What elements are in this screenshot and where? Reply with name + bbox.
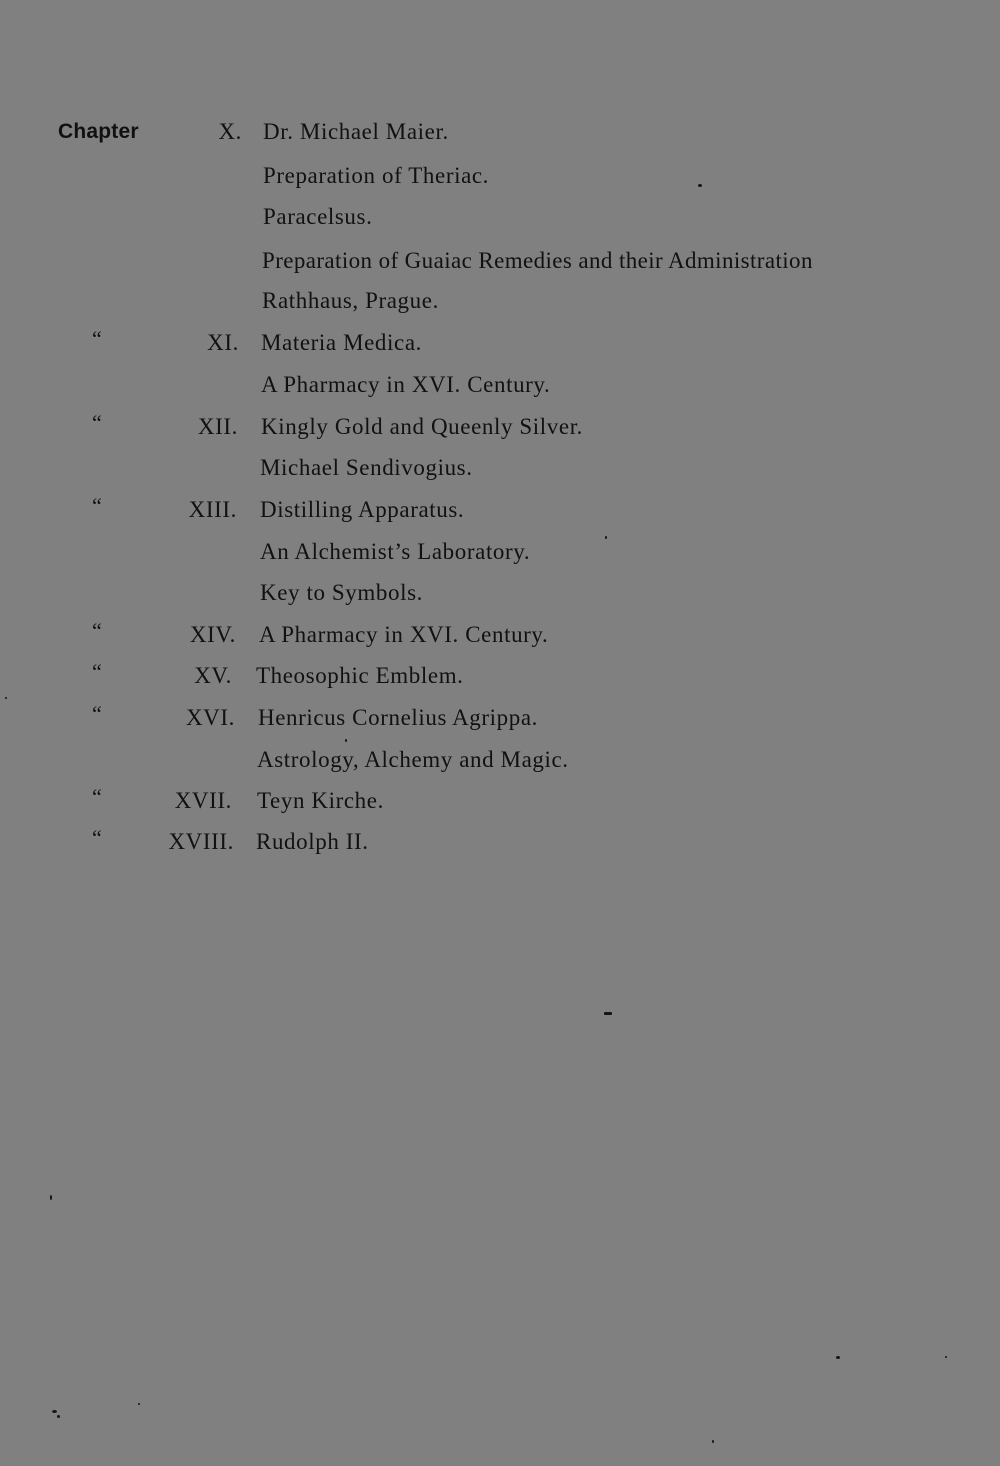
toc-entry	[0, 200, 1000, 234]
chapter-number: XVIII.	[168, 829, 234, 854]
chapter-number: XVII.	[174, 788, 232, 813]
ditto-mark: “	[92, 493, 103, 518]
toc-entry	[0, 825, 1000, 859]
scan-speck	[57, 1415, 60, 1418]
chapter-number: XII.	[197, 414, 238, 439]
ditto-mark: “	[92, 825, 103, 850]
toc-entry	[0, 326, 1000, 360]
toc-entry	[0, 115, 1000, 149]
toc-entry	[0, 576, 1000, 610]
ditto-mark: “	[92, 410, 103, 435]
scan-speck	[605, 536, 607, 539]
toc-entry	[0, 284, 1000, 318]
entry-title: Dr. Michael Maier.	[263, 119, 449, 144]
toc-entry	[0, 410, 1000, 444]
scan-speck	[5, 697, 7, 699]
chapter-number: XI.	[207, 330, 239, 355]
scan-speck	[604, 1012, 612, 1015]
toc-entry	[0, 159, 1000, 193]
chapter-number: X.	[218, 119, 242, 144]
toc-entry	[0, 701, 1000, 735]
toc-entry	[0, 535, 1000, 569]
entry-title: Kingly Gold and Queenly Silver.	[261, 414, 584, 439]
scan-speck	[698, 184, 702, 187]
entry-title: An Alchemist’s Laboratory.	[260, 539, 531, 564]
toc-entry	[0, 451, 1000, 485]
entry-title: Rathhaus, Prague.	[262, 288, 439, 313]
ditto-mark: “	[92, 326, 103, 351]
entry-title: A Pharmacy in XVI. Century.	[259, 622, 549, 647]
scan-speck	[945, 1356, 947, 1358]
toc-entry	[0, 493, 1000, 527]
toc-entry	[0, 368, 1000, 402]
chapter-number: XIII.	[188, 497, 237, 522]
scan-speck	[345, 739, 347, 742]
scan-speck	[836, 1356, 840, 1359]
ditto-mark: “	[92, 701, 103, 726]
entry-title: Materia Medica.	[261, 330, 422, 355]
entry-title: Teyn Kirche.	[257, 788, 384, 813]
chapter-label: Chapter	[58, 120, 139, 143]
scan-speck	[138, 1403, 140, 1405]
toc-entry	[0, 618, 1000, 652]
entry-title: Astrology, Alchemy and Magic.	[257, 747, 569, 772]
entry-title: Henricus Cornelius Agrippa.	[258, 705, 539, 730]
chapter-number: XIV.	[189, 622, 236, 647]
entry-title: Distilling Apparatus.	[260, 497, 465, 522]
chapter-number: XVI.	[185, 705, 235, 730]
scan-speck	[712, 1440, 714, 1443]
toc-entry	[0, 784, 1000, 818]
entry-title: Rudolph II.	[256, 829, 369, 854]
entry-title: Michael Sendivogius.	[260, 455, 473, 480]
ditto-mark: “	[92, 659, 103, 684]
ditto-mark: “	[92, 618, 103, 643]
toc-entry	[0, 244, 1000, 278]
entry-title: Paracelsus.	[263, 204, 373, 229]
toc-entry	[0, 659, 1000, 693]
ditto-mark: “	[92, 784, 103, 809]
scan-speck	[52, 1410, 57, 1413]
toc-entry	[0, 743, 1000, 777]
entry-title: Preparation of Theriac.	[263, 163, 490, 188]
chapter-number: XV.	[194, 663, 232, 688]
scan-speck	[50, 1195, 52, 1200]
entry-title: Key to Symbols.	[260, 580, 423, 605]
entry-title: A Pharmacy in XVI. Century.	[261, 372, 551, 397]
entry-title: Preparation of Guaiac Remedies and their Administration	[262, 248, 813, 273]
entry-title: Theosophic Emblem.	[256, 663, 464, 688]
